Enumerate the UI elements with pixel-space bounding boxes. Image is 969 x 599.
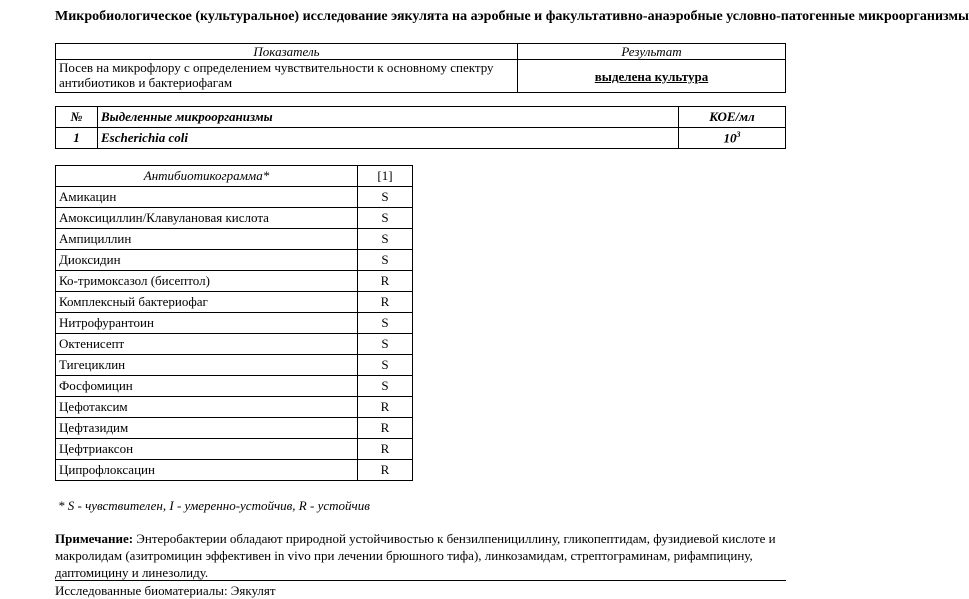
antibiotic-result: S — [358, 229, 413, 250]
antibiotic-result: R — [358, 460, 413, 481]
antibiotic-result: S — [358, 208, 413, 229]
antibiotic-name: Ципрофлоксацин — [56, 460, 358, 481]
header-indicator: Показатель — [56, 44, 518, 60]
main-results-table — [55, 43, 786, 93]
table-row — [56, 187, 413, 208]
organisms-table — [55, 106, 786, 149]
table-row — [56, 292, 413, 313]
biomaterial: Исследованные биоматериалы: Эякулят — [55, 583, 276, 598]
antibiotic-result: S — [358, 187, 413, 208]
antibiotic-result: R — [358, 418, 413, 439]
antibiotic-name: Амикацин — [56, 187, 358, 208]
antibiotic-name: Октенисепт — [56, 334, 358, 355]
table-row — [56, 418, 413, 439]
page-title: Микробиологическое (культуральное) исследование эякулята на аэробные и факультативно-анаэробные условно-патогенные микроорганизмы — [55, 9, 969, 24]
antibiotic-result: R — [358, 439, 413, 460]
antibiotic-result: S — [358, 334, 413, 355]
antibiotic-name: Тигециклин — [56, 355, 358, 376]
antibiotic-name: Цефтриаксон — [56, 439, 358, 460]
table-row — [56, 439, 413, 460]
divider — [55, 580, 786, 581]
organism-name: Escherichia coli — [98, 128, 679, 149]
antibiotic-name: Нитрофурантоин — [56, 313, 358, 334]
organism-koe: $10^3$ — [679, 128, 786, 149]
col-koe: КОЕ/мл — [679, 107, 786, 128]
antibiotic-result: S — [358, 250, 413, 271]
antibiogram-col: [1] — [358, 166, 413, 187]
antibiotic-result: S — [358, 313, 413, 334]
note-text: Энтеробактерии обладают природной устойчивостью к бензилпенициллину, гликопептидам, фузидиевой кислоте и макролидам (азитромицин эффективен in vivo при лечении брюшного тифа), линкозамидам, стрептограминам, рифампицину, даптомицину и линезолиду. — [55, 531, 776, 580]
antibiogram-table — [55, 165, 413, 481]
table-row — [56, 250, 413, 271]
antibiotic-name: Амоксициллин/Клавулановая кислота — [56, 208, 358, 229]
table-row — [56, 355, 413, 376]
note-label: Примечание: — [55, 531, 134, 546]
antibiotic-result: R — [358, 397, 413, 418]
antibiogram-header: Антибиотикограмма* — [56, 166, 358, 187]
table-row — [56, 271, 413, 292]
table-row — [56, 376, 413, 397]
result-cell: выделена культура — [518, 60, 786, 93]
table-row — [56, 208, 413, 229]
antibiotic-name: Комплексный бактериофаг — [56, 292, 358, 313]
antibiotic-name: Цефтазидим — [56, 418, 358, 439]
indicator-cell: Посев на микрофлору с определением чувствительности к основному спектру антибиотиков и бактериофагам — [56, 60, 518, 93]
col-organism: Выделенные микроорганизмы — [98, 107, 679, 128]
table-row — [56, 229, 413, 250]
col-num: № — [56, 107, 98, 128]
note — [55, 530, 786, 581]
antibiotic-result: S — [358, 376, 413, 397]
organism-num: 1 — [56, 128, 98, 149]
antibiotic-result: S — [358, 355, 413, 376]
antibiotic-name: Ко-тримоксазол (бисептол) — [56, 271, 358, 292]
antibiogram-footnote: * S - чувствителен, I - умеренно-устойчив, R - устойчив — [58, 498, 370, 513]
antibiotic-name: Ампициллин — [56, 229, 358, 250]
header-result: Результат — [518, 44, 786, 60]
antibiotic-name: Цефотаксим — [56, 397, 358, 418]
table-row — [56, 460, 413, 481]
antibiotic-result: R — [358, 292, 413, 313]
antibiotic-name: Фосфомицин — [56, 376, 358, 397]
table-row — [56, 397, 413, 418]
table-row — [56, 128, 786, 149]
antibiotic-result: R — [358, 271, 413, 292]
antibiotic-name: Диоксидин — [56, 250, 358, 271]
table-row — [56, 334, 413, 355]
table-row — [56, 313, 413, 334]
